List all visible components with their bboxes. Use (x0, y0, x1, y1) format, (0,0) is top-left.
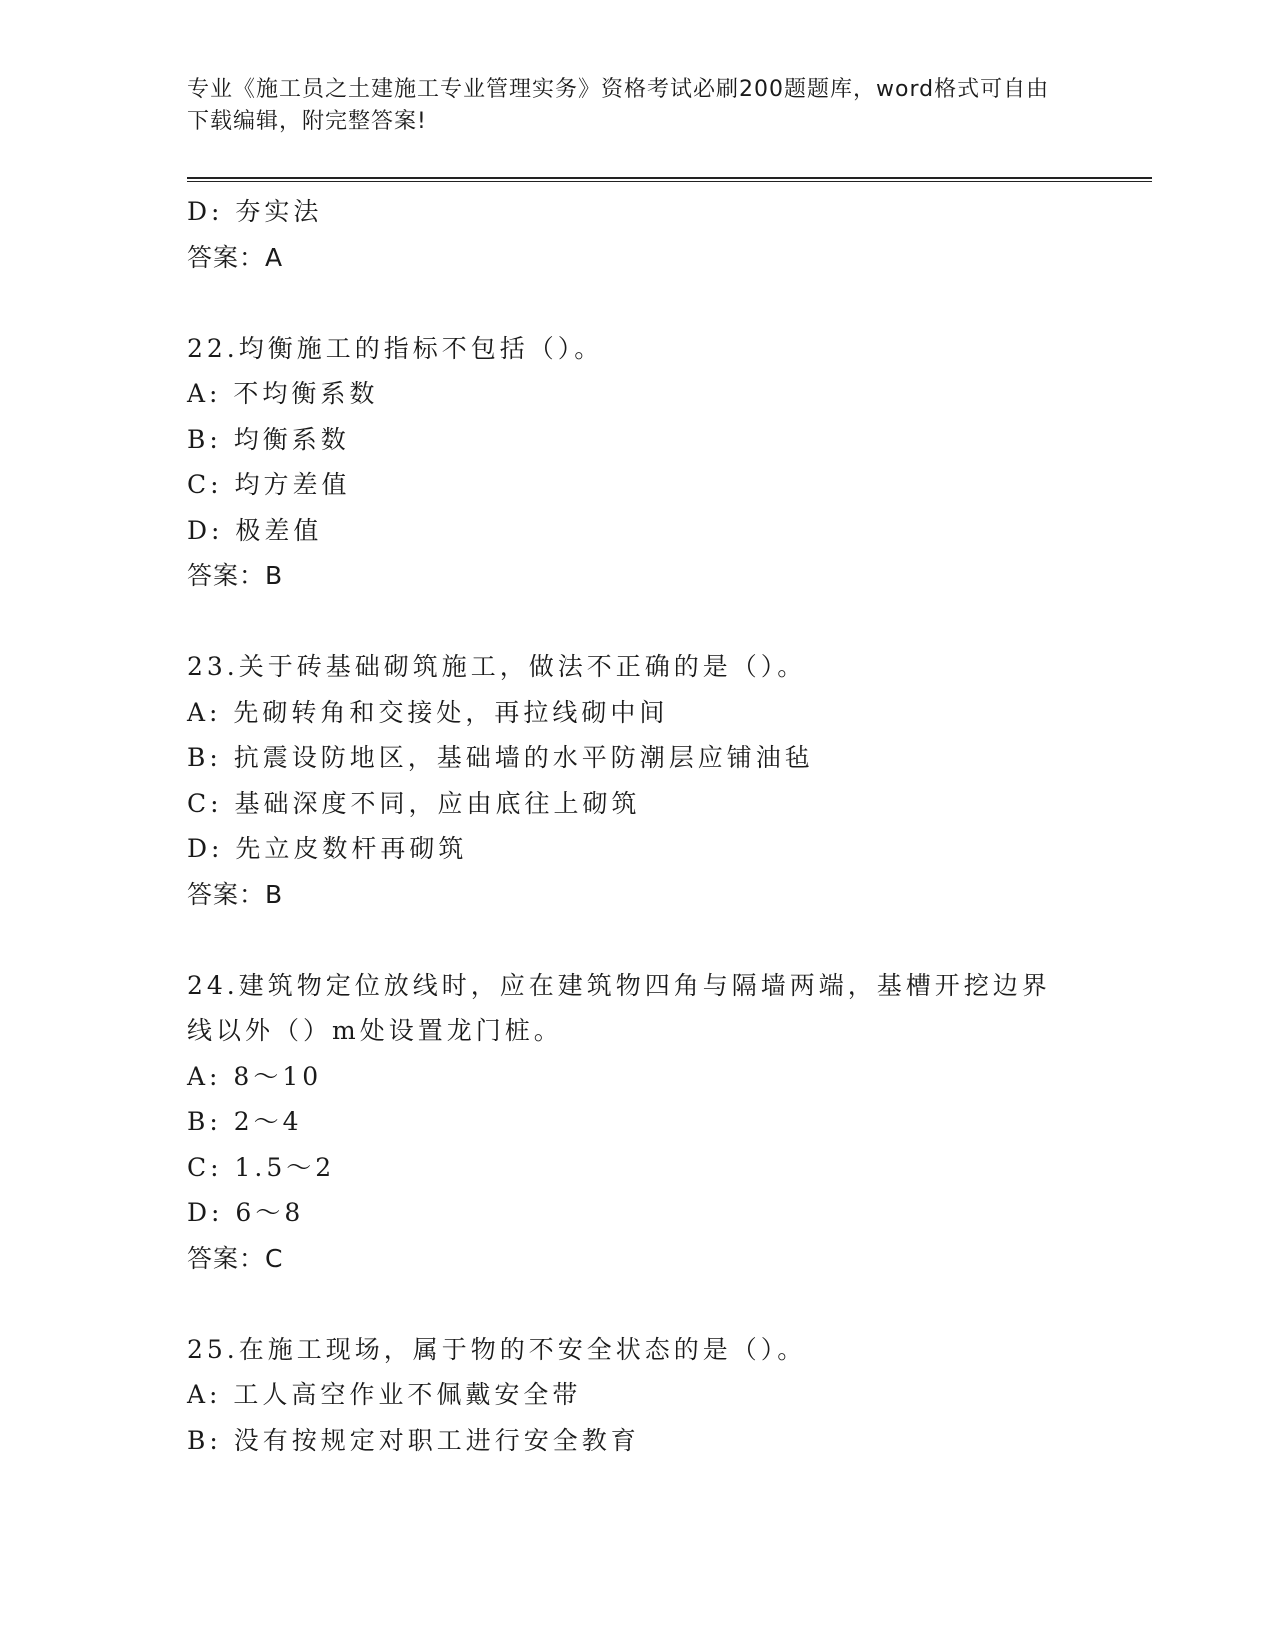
option-b: B: 没有按规定对职工进行安全教育 (187, 1425, 640, 1455)
question-stem: 23.关于砖基础砌筑施工，做法不正确的是（）。 (187, 652, 807, 681)
option-a: A: 工人高空作业不佩戴安全带 (187, 1380, 582, 1409)
question-24 (187, 963, 1087, 1282)
question-23 (187, 644, 1087, 917)
answer: 答案：A (187, 242, 284, 272)
spacer (187, 599, 1087, 645)
option-a: A: 不均衡系数 (187, 379, 379, 408)
question-stem: 24.建筑物定位放线时，应在建筑物四角与隔墙两端，基槽开挖边界线以外（）m处设置龙门桩。 (187, 970, 1051, 1045)
answer: 答案：B (187, 561, 284, 590)
page-header: 专业《施工员之土建施工专业管理实务》资格考试必刷200题题库，word格式可自由下载编辑，附完整答案! (187, 77, 1050, 134)
option-a: A: 8～10 (187, 1061, 323, 1091)
option-d: D: 夯实法 (187, 197, 323, 226)
spacer (187, 917, 1087, 963)
header-divider (187, 177, 1152, 182)
question-list (187, 189, 1087, 1463)
option-b: B: 2～4 (187, 1107, 303, 1136)
answer: 答案：B (187, 879, 284, 909)
question-stem: 25.在施工现场，属于物的不安全状态的是（）。 (187, 1334, 807, 1364)
answer: 答案：C (187, 1243, 284, 1273)
spacer (187, 280, 1087, 326)
question-22 (187, 326, 1087, 599)
option-b: B: 抗震设防地区，基础墙的水平防潮层应铺油毡 (187, 743, 814, 772)
option-a: A: 先砌转角和交接处，再拉线砌中间 (187, 697, 669, 727)
option-c: C: 基础深度不同，应由底往上砌筑 (187, 788, 641, 818)
question-25 (187, 1327, 1087, 1464)
question-stem: 22.均衡施工的指标不包括（）。 (187, 333, 604, 363)
spacer (187, 1281, 1087, 1327)
option-d: D: 先立皮数杆再砌筑 (187, 834, 468, 863)
option-b: B: 均衡系数 (187, 424, 350, 454)
option-c: C: 均方差值 (187, 470, 351, 499)
option-d: D: 6～8 (187, 1198, 305, 1227)
option-c: C: 1.5～2 (187, 1152, 336, 1182)
option-d: D: 极差值 (187, 515, 323, 545)
